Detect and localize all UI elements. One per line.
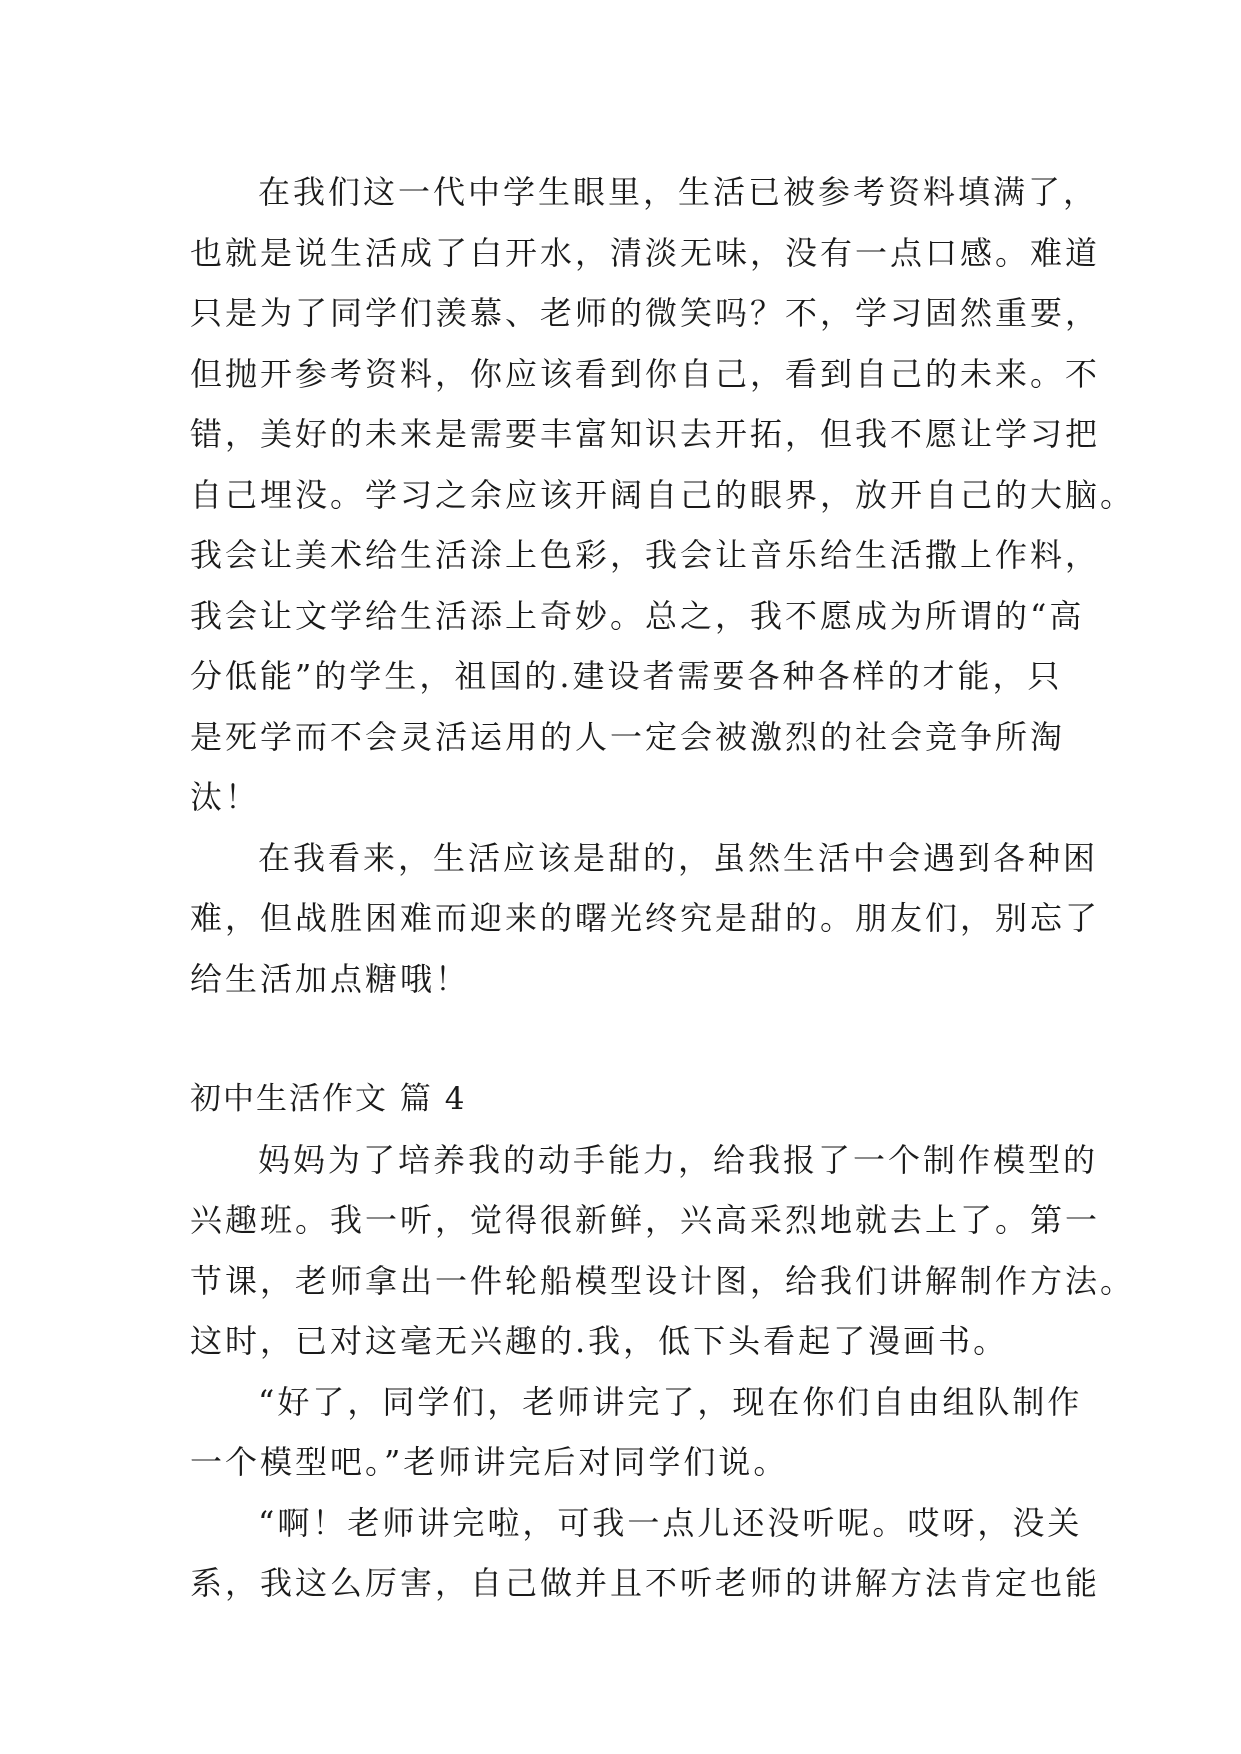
text-line: 在我们这一代中学生眼里，生活已被参考资料填满了， [258, 173, 1099, 211]
text-line: 也就是说生活成了白开水，清淡无味，没有一点口感。难道 [190, 233, 1101, 272]
text-line: 节课，老师拿出一件轮船模型设计图，给我们讲解制作方法。 [190, 1261, 1136, 1300]
text-line: 兴趣班。我一听，觉得很新鲜，兴高采烈地就去上了。第一 [190, 1201, 1101, 1239]
text-line: 我会让美术给生活涂上色彩，我会让音乐给生活撒上作料， [190, 536, 1101, 574]
text-line: “好了，同学们，老师讲完了，现在你们自由组队制作 [258, 1382, 1083, 1421]
text-line: 这时，已对这毫无兴趣的.我，低下头看起了漫画书。 [190, 1322, 1009, 1360]
text-line: 一个模型吧。”老师讲完后对同学们说。 [190, 1443, 789, 1481]
paragraph [190, 1130, 1136, 1372]
text-line: 在我看来，生活应该是甜的，虽然生活中会遇到各种困 [258, 838, 1099, 877]
text-line: “啊！老师讲完啦，可我一点儿还没听呢。哎呀，没关 [258, 1503, 1083, 1542]
paragraph [190, 1372, 1083, 1493]
text-line: 给生活加点糖哦！ [190, 959, 471, 998]
text-line: 系，我这么厉害，自己做并且不听老师的讲解方法肯定也能 [190, 1564, 1101, 1602]
section-heading: 初中生活作文 篇 4 [190, 1081, 467, 1117]
paragraph [190, 828, 1101, 1010]
document-body [190, 162, 1136, 1614]
text-line: 汰！ [190, 778, 261, 816]
text-line: 分低能”的学生，祖国的.建设者需要各种各样的才能，只 [190, 657, 1063, 695]
text-line: 妈妈为了培养我的动手能力，给我报了一个制作模型的 [258, 1140, 1099, 1179]
text-line: 我会让文学给生活添上奇妙。总之，我不愿成为所谓的“高 [190, 596, 1085, 635]
text-line: 自己埋没。学习之余应该开阔自己的眼界，放开自己的大脑。 [190, 475, 1136, 514]
text-line: 但抛开参考资料，你应该看到你自己，看到自己的未来。不 [190, 354, 1101, 393]
text-line: 难，但战胜困难而迎来的曙光终究是甜的。朋友们，别忘了 [190, 899, 1101, 937]
section-gap [190, 1009, 1070, 1069]
text-line: 是死学而不会灵活运用的人一定会被激烈的社会竞争所淘 [190, 717, 1066, 756]
paragraph [190, 162, 1136, 828]
text-line: 只是为了同学们羡慕、老师的微笑吗？不，学习固然重要， [190, 294, 1101, 332]
paragraph [190, 1493, 1101, 1614]
text-line: 错，美好的未来是需要丰富知识去开拓，但我不愿让学习把 [190, 415, 1101, 453]
